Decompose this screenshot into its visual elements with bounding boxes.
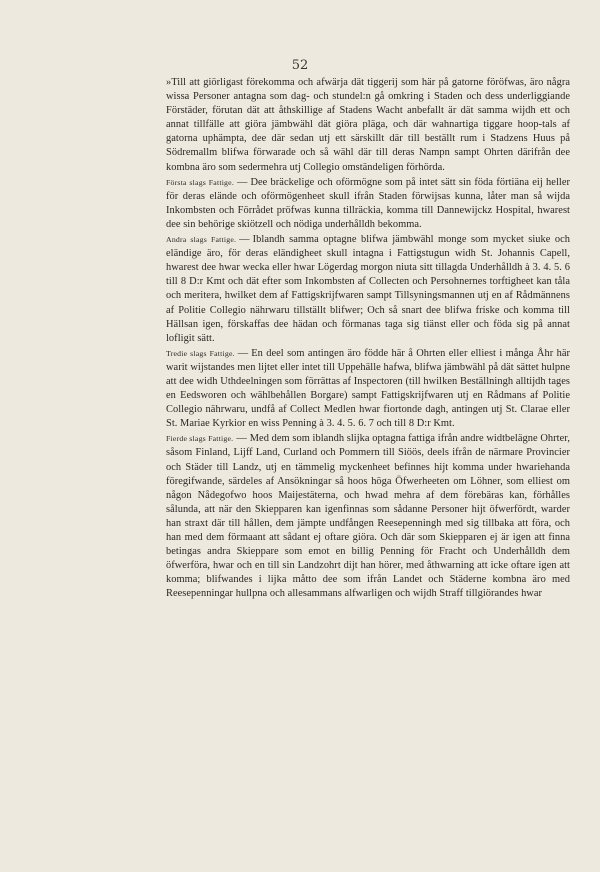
em-dash: — [236, 176, 248, 188]
paragraph-forsta-slags [166, 176, 570, 232]
paragraph-tredie-slags [166, 347, 570, 432]
section-heading: Andra slags Fattige. [166, 235, 237, 245]
section-heading: Tredie slags Fattige. [166, 348, 235, 358]
body-text [166, 76, 570, 601]
paragraph-text: Med dem som iblandh slijka optagna fattiga ifrån andre widtbelägne Ohrter, såsom Finland, Lijff Land, Curland och Pommern till Siöös, deels ifrån de närmare Provincier och Städer till Landz, utj en tämmelig myckenheet befinnes hijt komma under hwariehanda föregifwande, särdeles af Ansökningar så hoos höga Öfwerheeten om Löhner, som elliest om någon Nådegofwo hoos Maijestäterna, och hwad mehra af dem förebäras kan, förhålles sålunda, att när den Skiepparen kan igenfinnas som sådanne Personer hijt öfwerfördt, warder han straxt där till hållen, dem jämpte undfången Reesepenningh med sig tillbaka att föra, och han med dem förmaant att sådant ej oftare giöra. Och där som Skiepparen ej är igen att finna betingas andra Skieppare som emot en billig Penning för Fracht och Underhålldh dem öfwerföra, hwar och en till sin Landzohrt dijt han hörer, med åthwarning att icke oftare igen att komma; blifwandes i lijka måtto dee som ifrån Landet och Städerne kombna äro med Reesepenningar hullpna och allesammans alfwarligen och wijdh Straff tillgiörandes hwar [166, 433, 571, 600]
em-dash: — [236, 433, 247, 445]
page-number: 52 [291, 58, 309, 73]
paragraph-intro [166, 76, 570, 175]
section-heading: Första slags Fattige. [166, 177, 234, 187]
paragraph-text: Dee bräckelige och oförmögne som på intet sätt sin föda förtiäna eij heller för deras elände och oförmögenheet skull ifrån Staden förwijsas kunna, låter man så wijda Inkombsten och Förrådet pröfwas kunna tillräckia, komma till Dannewijckz Hospital, hwarest dee sin behörige skiötzell och nödiga underhålldh bekomma. [166, 176, 570, 230]
section-heading: Fierde slags Fattige. [166, 434, 234, 444]
paragraph-text: Iblandh samma optagne blifwa jämbwähl monge som mycket siuke och eländige äro, för deras eländigheet skull intagna i Fattigstugun widh St. Johannis Capell, hwarest dee hwar wecka eller hwar Lögerdag morgon niuta sitt tillagda Underhålldh à 3. 4. 5. 6 till 8 D:r Kmt och dät efter som Inkombsten af Collecten och Persohnernes torftigheet kan tåla och meritera, hwilket dem af Fattigskrijfwaren sampt Tillsyningsmannen utj en af Rådmännens af Politie Collegio nährwaru tillställt blifwer; Och så snart dee blifwa friske och komma till Hällsan igen, förskaffas dee hädan och förmanas taga sig tiänst eller och föda sig på annat lofligit sätt. [166, 234, 571, 344]
paragraph-text: »Till att giörligast förekomma och afwärja dät tiggerij som här på gatorne föröfwas, äro några wissa Personer antagna som dag- och stundel:n gå omkring i Staden och dess underliggiande Förstäder, förutan dät att åthskillige af Stadens Wacht anbefallt är dät samma wijdh ett och annat tillfälle att giöra jämbwähl dät giöra pläga, och där wahnartiga tiggare hoop-tals af gatorna uphämpta, dee där sedan utj ett särskillt där till beställt rum i Stadzens Huus på Södremallm blifwa förwarade och så wähl där till deras Nampn sampt Ohrten därifrån dee kombna äro som sedermehra utj Collegio omständeligen förhörda. [166, 77, 570, 173]
em-dash: — [239, 234, 250, 246]
em-dash: — [237, 347, 249, 359]
paragraph-text: En deel som antingen äro födde här å Ohrten eller elliest i många Åhr här warit wijstandes men lijtet eller intet till Uppehälle hafwa, blifwa jämbwähl på dät sättet hulpne att dee widh Uthdeelningen som förrättas af Inspectoren (till hwilken Beställningh alltijdh tages en Eedsworen och wählbehållen Borgare) sampt Fattigskrijfwaren utj en Rådmans af Politie Collegio nährwaru, undfå af Collect Medlen hwar fiortonde dagh, antingen utj St. Clarae eller St. Mariae Kyrkior en wiss Penning à 3. 4. 5. 6. 7 och till 8 D:r Kmt. [166, 347, 570, 430]
paragraph-fierde-slags [166, 432, 570, 601]
paragraph-andra-slags [166, 233, 570, 346]
